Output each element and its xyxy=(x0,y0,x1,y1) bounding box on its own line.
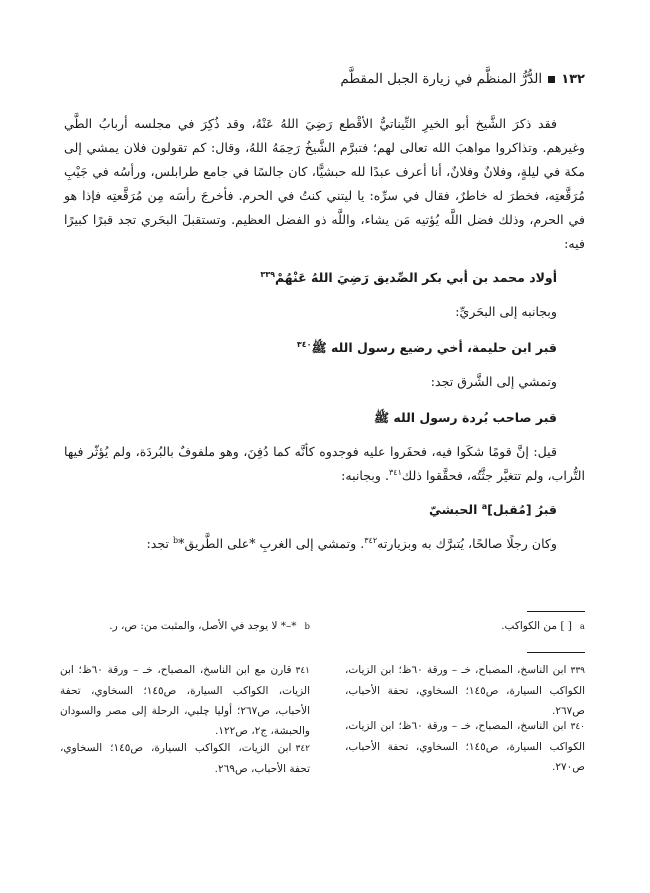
footnote-ref-342: ٣٤٢ xyxy=(364,535,378,545)
heading-grave-1-text: أولاد محمد بن أبي بكر الصِّديق رَضِيَ اللهُ عَنْهُمْ xyxy=(274,270,557,285)
running-title: الدُّرُّ المنظَّم في زيارة الجبل المقطَّم xyxy=(340,71,543,87)
heading-grave-4 xyxy=(64,498,585,522)
paragraph-muqbil-end: تجد: xyxy=(146,536,174,551)
heading-grave-4-end: الحبشيّ xyxy=(428,502,482,517)
footnote-ref-341: ٣٤١ xyxy=(389,467,402,477)
page-number: ١٣٢ xyxy=(561,72,585,87)
paragraph-muqbil-mid: . وتمشي إلى الغربِ *على الطَّريق* xyxy=(178,536,365,551)
paragraph-east: وتمشي إلى الشَّرق تجد: xyxy=(430,374,557,389)
footnote-b-label: b xyxy=(304,622,310,632)
footnote-a xyxy=(345,616,585,637)
heading-grave-1 xyxy=(64,266,585,290)
footnote-341 xyxy=(60,660,310,741)
paragraph-muqbil xyxy=(64,532,585,556)
footnote-340-number: ٣٤٠ xyxy=(570,722,585,732)
running-header xyxy=(65,68,585,90)
footnote-divider-letters xyxy=(527,611,585,612)
footnote-339 xyxy=(345,660,585,721)
paragraph-muqbil-text: وكان رجلًا صالحًا، يُتبرَّك به وبزيارته xyxy=(377,536,557,551)
footnote-a-label: a xyxy=(579,622,585,632)
heading-grave-2-text: قبر ابن حليمة، أخي رضيع رسول الله ﷺ xyxy=(311,340,557,355)
footnote-340-text: ابن الناسخ، المصباح، خـ – ورقة ٦٠ظ؛ ابن الزيات، الكواكب السيارة، ص١٤٥؛ السخاوي، تحفة الأحباب، ص٢٧٠. xyxy=(345,720,586,773)
paragraph-burda-text: قيل: إنَّ قومًا شكَوا فيه، فحفَروا عليه فوجدوه كأنَّه كما دُفِنَ، وهو ملفوفٌ بالبُردَة، ولم يُؤثّر فيها التُّراب، ولم تتغيَّر جثَّتُه، فحقَّقوا ذلك xyxy=(64,444,585,483)
main-text xyxy=(64,112,585,556)
footnote-b xyxy=(60,616,310,637)
footnote-341-text: قارن مع ابن الناسخ، المصباح، خـ – ورقة ٦٠ظ؛ ابن الزيات، الكواكب السيارة، ص١٤٥؛ السخاوي، تحفة الأحباب، ص٢٦٧؛ أوليا چلبي، الرحلة إلى مصر والسودان والحبشة، ج٢، ص١٢٢. xyxy=(60,664,310,737)
footnote-ref-a: a xyxy=(481,501,488,511)
footnote-ref-340: ٣٤٠ xyxy=(296,339,312,349)
footnote-ref-b: b xyxy=(173,535,179,545)
paragraph-burda-end: . وبجانبه: xyxy=(341,468,389,483)
heading-grave-2 xyxy=(64,336,585,360)
footnote-342-text: ابن الزيات، الكواكب السيارة، ص١٤٥؛ السخاوي، تحفة الأحباب، ص٢٦٩. xyxy=(60,742,310,775)
footnote-ref-339: ٣٣٩ xyxy=(260,269,275,279)
heading-grave-3: قبر صاحب بُردة رسول الله ﷺ xyxy=(373,410,557,425)
footnote-342 xyxy=(60,738,310,779)
footnote-339-number: ٣٣٩ xyxy=(570,666,585,676)
footnote-340 xyxy=(345,716,585,777)
footnote-a-text: [ ] من الكواكب. xyxy=(501,620,572,632)
footnote-342-number: ٣٤٢ xyxy=(295,744,310,754)
footnote-b-text: *–* لا يوجد في الأصل، والمثبت من: ص، ر. xyxy=(109,620,297,632)
footnote-339-text: ابن الناسخ، المصباح، خـ – ورقة ٦٠ظ؛ ابن الزيات، الكواكب السيارة، ص١٤٥؛ السخاوي، تحفة الأحباب، ص٢٦٧. xyxy=(345,664,586,717)
paragraph-beside-1: وبجانبه إلى البحَريِّ: xyxy=(455,304,557,319)
paragraph-burda xyxy=(64,440,585,488)
paragraph-intro: فقد ذكرَ الشَّيخ أبو الخيرِ التِّيناتيُّ الأقْطع رَضِيَ اللهُ عَنْهُ، وقد ذُكِرَ في مجلسه أربابُ الطَّي وغيرهم. وتذاكروا مواهبَ الله تعالى لهم؛ فتبرَّم الشَّيخُ رَحِمَهُ اللهُ، وقال: كم تقولون فلان يمشي إلى مكة في ليلةٍ، وفلانٌ وفلانٌ، أنا أعرف عبدًا لله حبشيًّا، كان جالسًا في جامع طرابلس، ورأسُه في جَيْبِ مُرَقَّعتِه، فخطرَ له خاطرٌ، فقال في سرِّه: يا ليتني كنتُ في الحرم. فأخرجَ رأسَه مِن مُرَقَّعتِه فإذا هو في الحرم، وذلك فضل اللَّه يُؤتيه مَن يشاء، واللَّه ذو الفضل العظيم. وتستقبلَ البحَري تجد قبرًا كبيرًا فيه: xyxy=(64,116,585,251)
square-separator-icon xyxy=(548,76,555,83)
footnote-341-number: ٣٤١ xyxy=(295,666,310,676)
footnote-divider-numbers xyxy=(527,652,585,653)
heading-grave-4-text: قبرُ [مُقبل] xyxy=(487,502,557,517)
